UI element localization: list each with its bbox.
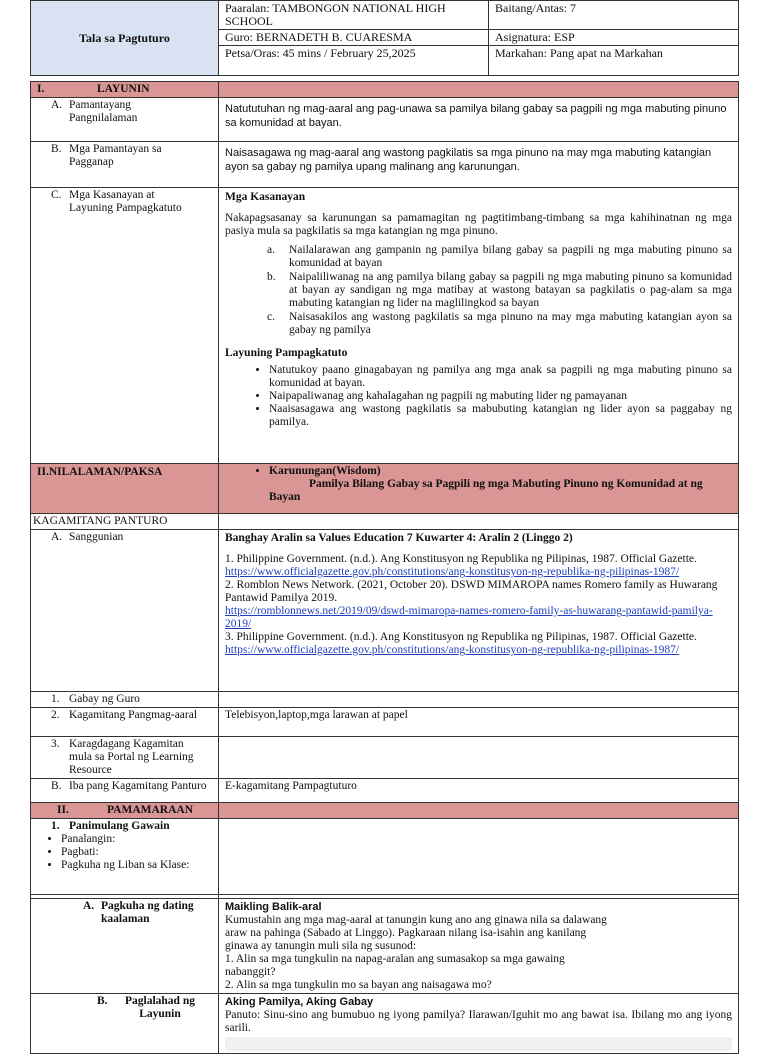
section-layunin-heading: I. LAYUNIN xyxy=(31,82,219,98)
subject-field: Asignatura: ESP xyxy=(489,30,739,46)
activity-heading: Aking Pamilya, Aking Gabay xyxy=(225,996,374,1008)
list-item: c. Naisasakilos ang wastong pagkilatis sa mga pinuno na may mga mabuting katangian ayon sa gabay ng pamilya xyxy=(267,311,732,336)
section-pamamaraan-heading: II. PAMAMARAAN xyxy=(31,803,219,819)
prior-knowledge-label: A. Pagkuha ng dating kaalaman xyxy=(31,899,219,994)
lr-portal-label: 3. Karagdagang Kagamitan mula sa Portal ng Learning Resource xyxy=(31,737,219,779)
topic-wisdom: • Karunungan(Wisdom) xyxy=(269,465,732,478)
teacher-guide-label: 1. Gabay ng Guro xyxy=(31,692,219,708)
reference-3-link[interactable]: https://www.officialgazette.gov.ph/constitutions/ang-konstitusyon-ng-republika-ng-pilipinas-1987/ xyxy=(225,644,680,656)
kasanayan-list xyxy=(225,244,732,337)
other-materials-label: B. Iba pang Kagamitang Panturo xyxy=(31,779,219,803)
layunin-pampagkatuto-heading: Layuning Pampagkatuto xyxy=(225,347,348,359)
list-item: b. Naipaliliwanag na ang pamilya bilang gabay sa pagpili ng mga mabuting pinuno sa komunidad at bayan ay sandigan ng mga matibay at wastong batayan sa pagkilatis o pag-alam sa mga mabuting katangian ng lider na maglilingkod sa bayan xyxy=(267,271,732,309)
section-nilalaman-heading: II.NILALAMAN/PAKSA xyxy=(31,464,219,514)
references-label: A. Sanggunian xyxy=(31,530,219,692)
performance-standard-text: Naisasagawa ng mag-aaral ang wastong pagkilatis sa mga pinuno na may mga mabuting katangian ayon sa gabay ng pamilya upang malinang ang karunungan. xyxy=(219,142,739,188)
competencies-label: C. Mga Kasanayan at Layuning Pampagkatuto xyxy=(31,188,219,464)
preliminary-activities: 1. Panimulang Gawain • Panalangin: • Pagbati: • Pagkuha ng Liban sa Klase: xyxy=(31,819,219,895)
list-item: • Pagkuha ng Liban sa Klase: xyxy=(61,859,212,872)
lesson-plan-table xyxy=(30,0,739,1054)
objectives-presentation-label: B. Paglalahad ng Layunin xyxy=(31,994,219,1054)
learner-materials-label: 2. Kagamitang Pangmag-aaral xyxy=(31,708,219,737)
lesson-plan-document xyxy=(30,0,738,1054)
content-standard-text: Natututuhan ng mag-aaral ang pag-unawa sa pamilya bilang gabay sa pagpili ng mga mabuting pinuno sa komunidad at bayan. xyxy=(219,98,739,142)
nilalaman-content xyxy=(219,464,739,514)
list-item: a. Nailalarawan ang gampanin ng pamilya bilang gabay sa pagpili ng mga mabuting pinuno sa komunidad at bayan xyxy=(267,244,732,269)
reference-2-link[interactable]: https://romblonnews.net/2019/09/dswd-mimaropa-names-romero-family-as-huwarang-pantawid-pamilya-2019/ xyxy=(225,605,713,630)
list-item: • Pagbati: xyxy=(61,846,212,859)
competencies-content xyxy=(219,188,739,464)
reference-2: 2. Romblon News Network. (2021, October 20). DSWD MIMAROPA names Romero family as Huwarang Pantawid Pamilya 2019. xyxy=(225,579,718,604)
learner-materials-text: Telebisyon,laptop,mga larawan at papel xyxy=(219,708,739,737)
quarter-field: Markahan: Pang apat na Markahan xyxy=(489,46,739,76)
layunin-pampagkatuto-list xyxy=(225,364,732,429)
prior-knowledge-content: Maikling Balik-aral Kumustahin ang mga mag-aaral at tanungin kung ano ang ginawa nila sa dalawang araw na pahinga (Sabado at Linggo). Pagkaraan nilang isa-isahin ang kanilang ginawa ay tanungin muli sila ng susunod: 1. Alin sa mga tungkulin na napag-aralan ang sumasakop sa mga gawaing nabanggit? 2. Alin sa mga tungkulin mo sa bayan ang naisagawa mo? xyxy=(219,899,739,994)
school-field: Paaralan: TAMBONGON NATIONAL HIGH SCHOOL xyxy=(219,1,489,30)
reference-3: 3. Philippine Government. (n.d.). Ang Konstitusyon ng Republika ng Pilipinas, 1987. Official Gazette. xyxy=(225,631,697,643)
list-item: • Natutukoy paano ginagabayan ng pamilya ang mga anak sa pagpili ng mga mabuting pinuno sa komunidad at bayan. xyxy=(269,364,732,390)
activity-instructions: Panuto: Sinu-sino ang bumubuo ng iyong pamilya? Ilarawan/Iguhit mo ang bawat isa. Ibilang mo ang iyong sarili. xyxy=(225,1009,732,1034)
reference-1: 1. Philippine Government. (n.d.). Ang Konstitusyon ng Republika ng Pilipinas, 1987. Official Gazette. xyxy=(225,553,697,565)
list-item: • Panalangin: xyxy=(61,833,212,846)
reference-1-link[interactable]: https://www.officialgazette.gov.ph/constitutions/ang-konstitusyon-ng-republika-ng-pilipinas-1987/ xyxy=(225,566,680,578)
review-heading: Maikling Balik-aral xyxy=(225,901,322,913)
list-item: • Naipapaliwanag ang kahalagahan ng pagpili ng mabuting lider ng pamayanan xyxy=(269,390,732,403)
topic-title: Pamilya Bilang Gabay sa Pagpili ng mga Mabuting Pinuno ng Komunidad at ng Bayan xyxy=(269,478,703,503)
content-standard-label: A. Pamantayang Pangnilalaman xyxy=(31,98,219,142)
references-heading: Banghay Aralin sa Values Education 7 Kuwarter 4: Aralin 2 (Linggo 2) xyxy=(225,532,573,544)
other-materials-text: E-kagamitang Pampagtuturo xyxy=(219,779,739,803)
performance-standard-label: B. Mga Pamantayan sa Pagganap xyxy=(31,142,219,188)
date-time-field: Petsa/Oras: 45 mins / February 25,2025 xyxy=(219,46,489,76)
document-title: Tala sa Pagtuturo xyxy=(31,1,219,76)
grade-field: Baitang/Antas: 7 xyxy=(489,1,739,30)
section-kagamitan-heading: KAGAMITANG PANTURO xyxy=(31,514,219,530)
kasanayan-intro: Nakapagsasanay sa karunungan sa pamamagitan ng pagtitimbang-timbang sa mga kahihinatnan ng mga pasiya mula sa pagkilatis sa mga katangian ng mga pinuno. xyxy=(225,212,732,237)
references-content xyxy=(219,530,739,692)
teacher-field: Guro: BERNADETH B. CUARESMA xyxy=(219,30,489,46)
list-item: • Naaisasagawa ang wastong pagkilatis sa mabubuting katangian ng lider ayon sa paggabay ng pamilya. xyxy=(269,403,732,429)
kasanayan-heading: Mga Kasanayan xyxy=(225,191,306,203)
